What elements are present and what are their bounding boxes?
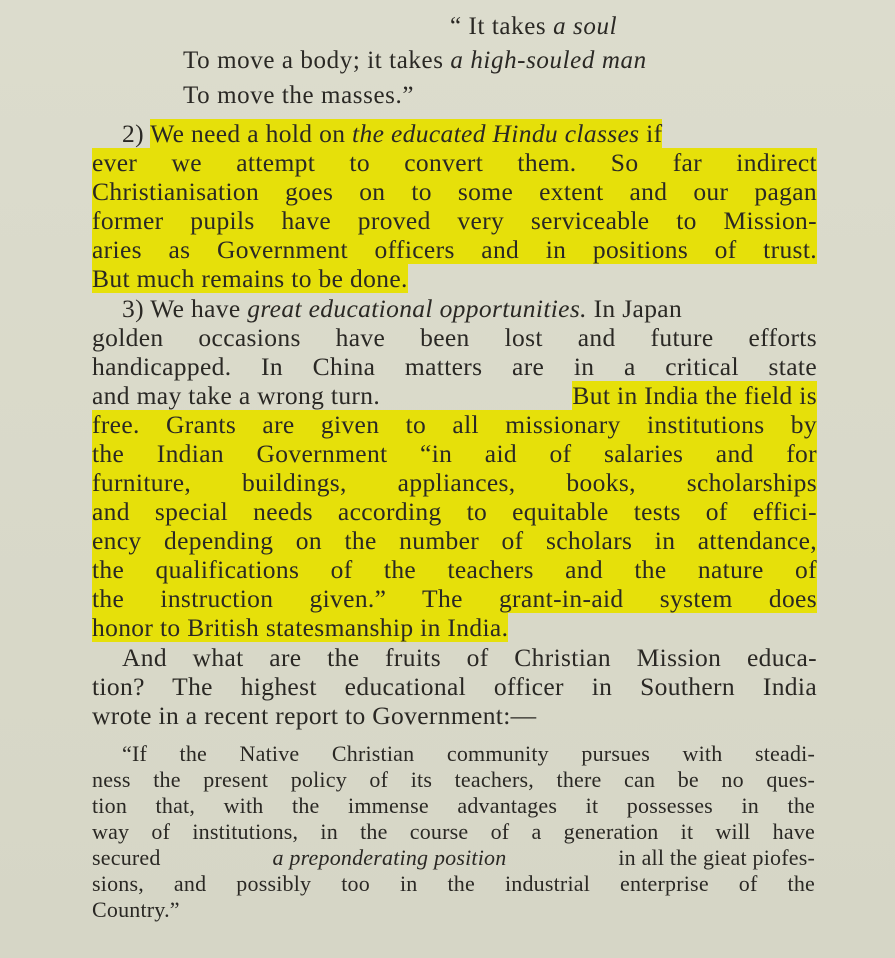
- quote-line-6: sions, and possibly too in the industrial enterprise of the: [92, 871, 815, 896]
- para2-line-1: [122, 119, 817, 148]
- para3-line-4-highlight: But in India the field is: [572, 381, 817, 410]
- para3-line-12-text: honor to British statesmanship in India.: [92, 613, 509, 642]
- quote-line-5: [92, 845, 815, 871]
- para3-line-5: free. Grants are given to all missionary institutions by: [92, 410, 817, 439]
- quote-line-2: ness the present policy of its teachers, there can be no ques-: [92, 767, 815, 792]
- quote-line-5-italic: a preponderating position: [272, 845, 507, 870]
- quote-line-5-end: in all the gieat piofes-: [618, 845, 815, 870]
- para2-line-1-text: We need a hold on: [150, 119, 353, 148]
- para2-line-1-highlight: [150, 119, 662, 148]
- poem-line-2-text: To move a body; it takes: [183, 47, 451, 74]
- para2-line-2: ever we attempt to convert them. So far indirect: [92, 148, 817, 177]
- para4-line-3: wrote in a recent report to Government:—: [92, 701, 537, 730]
- poem-line-1-text: “ It takes: [450, 13, 554, 40]
- poem-line-1: [450, 12, 617, 41]
- para2-line-3: Christianisation goes on to some extent and our pagan: [92, 177, 817, 206]
- para3-line-11: the instruction given.” The grant-in-aid system does: [92, 584, 817, 613]
- para3-line-1-text: 3) We have: [122, 294, 248, 323]
- para2-number: 2): [122, 119, 151, 148]
- quote-line-3: tion that, with the immense advantages it possesses in the: [92, 793, 815, 818]
- quote-line-7: Country.”: [92, 897, 180, 922]
- poem-line-1-italic: a soul: [553, 13, 618, 40]
- quote-line-1: “If the Native Christian community pursues with steadi-: [122, 741, 815, 766]
- poem-line-3: [183, 81, 414, 110]
- para3-line-4-text: and may take a wrong turn.: [92, 381, 381, 410]
- para3-line-1: [122, 294, 817, 323]
- para3-line-1-end: In Japan: [586, 294, 683, 323]
- para3-line-10: the qualifications of the teachers and the nature of: [92, 555, 817, 584]
- quote-line-5-text: secured: [92, 845, 161, 870]
- para3-line-8: and special needs according to equitable tests of effici-: [92, 497, 817, 526]
- para2-line-5: aries as Government officers and in positions of trust.: [92, 235, 817, 264]
- para2-line-1-italic: the educated Hindu classes: [352, 119, 640, 148]
- para3-line-2: golden occasions have been lost and future efforts: [92, 323, 817, 352]
- poem-line-2-italic: a high-souled man: [450, 47, 647, 74]
- para3-line-6: the Indian Government “in aid of salaries and for: [92, 439, 817, 468]
- para2-line-6: [92, 264, 408, 293]
- para2-line-1-end: if: [639, 119, 663, 148]
- poem-line-2: [183, 46, 647, 75]
- para2-line-6-text: But much remains to be done.: [92, 264, 408, 293]
- quote-line-4: way of institutions, in the course of a generation it will have: [92, 819, 815, 844]
- para4-line-2: tion? The highest educational officer in Southern India: [92, 672, 817, 701]
- para3-line-7: furniture, buildings, appliances, books, scholarships: [92, 468, 817, 497]
- para3-line-4: [92, 381, 817, 410]
- para2-line-4: former pupils have proved very serviceable to Mission-: [92, 206, 817, 235]
- para3-line-12: [92, 613, 508, 642]
- poem-line-3-text: To move the masses.”: [183, 82, 415, 109]
- para3-line-9: ency depending on the number of scholars in attendance,: [92, 526, 817, 555]
- para4-line-1: And what are the fruits of Christian Mission educa-: [122, 643, 817, 672]
- para3-line-3: handicapped. In China matters are in a critical state: [92, 352, 817, 381]
- para3-line-1-italic: great educational opportunities.: [247, 294, 587, 323]
